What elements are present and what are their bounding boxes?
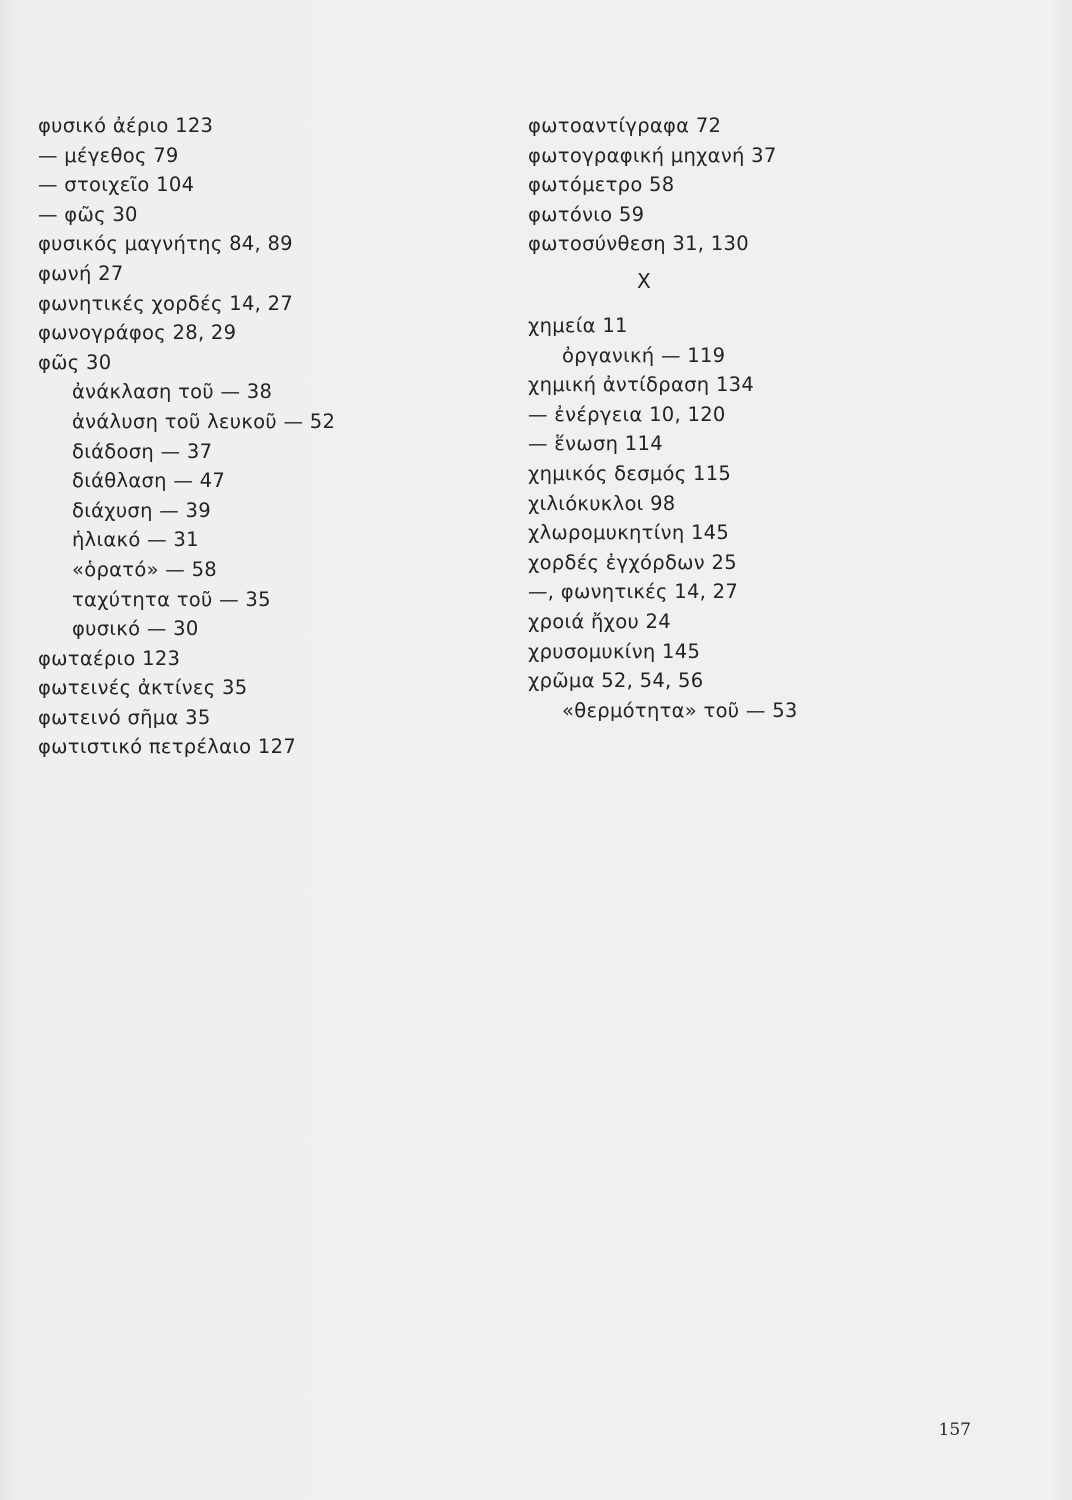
index-subentry: διάθλαση — 47 [72,469,226,493]
index-subentry: ἀνάλυση τοῦ λευκοῦ — 52 [72,409,336,433]
index-entry: φωτόνιο 59 [528,202,645,226]
index-subentry: ἀνάκλαση τοῦ — 38 [72,380,273,404]
index-entry: φῶς 30 [38,350,112,374]
index-entry: — στοιχεῖο 104 [38,173,195,197]
index-subentry: φυσικό — 30 [72,617,199,641]
index-entry: φωνή 27 [38,261,124,285]
index-entry: φωτεινές ἀκτίνες 35 [38,676,248,700]
index-entry: φυσικό ἀέριο 123 [38,114,214,137]
index-entry: χλωρομυκητίνη 145 [528,521,730,545]
index-subentry: ἡλιακό — 31 [72,528,199,552]
index-column-right [528,111,798,725]
index-subentry: «θερμότητα» τοῦ — 53 [562,698,798,722]
index-entry: χημικός δεσμός 115 [528,461,732,485]
index-entry: φυσικός μαγνήτης 84, 89 [38,232,293,256]
index-subentry: ταχύτητα τοῦ — 35 [72,587,271,611]
index-entry: χροιά ἤχου 24 [528,609,671,633]
index-entry: φωταέριο 123 [38,646,181,670]
index-entry: χρῶμα 52, 54, 56 [528,669,704,693]
index-column-left [38,111,335,762]
index-entry: φωτογραφική μηχανή 37 [528,143,777,167]
index-entry: φωνογράφος 28, 29 [38,321,237,345]
index-subentry: ὀργανική — 119 [562,343,726,367]
index-entry: φωτόμετρο 58 [528,173,675,197]
index-entry: —, φωνητικές 14, 27 [528,580,739,604]
index-entry: χρυσομυκίνη 145 [528,639,701,663]
index-entry: φωτοαντίγραφα 72 [528,114,722,137]
index-subentry: διάχυση — 39 [72,498,211,522]
page-number: 157 [938,1420,971,1440]
index-entry: χημική ἀντίδραση 134 [528,373,755,397]
section-letter-heading: Χ [637,268,652,293]
index-entry: χιλιόκυκλοι 98 [528,491,676,515]
index-entry: φωτοσύνθεση 31, 130 [528,232,749,256]
index-entry: χορδές ἐγχόρδων 25 [528,550,737,574]
index-entry: φωνητικές χορδές 14, 27 [38,291,294,315]
index-entry: φωτεινό σῆμα 35 [38,705,211,729]
index-subentry: «ὁρατό» — 58 [72,557,218,581]
index-entry: χημεία 11 [528,313,628,337]
index-entry: — ἐνέργεια 10, 120 [528,402,726,426]
index-entry: — μέγεθος 79 [38,143,179,167]
index-entry: φωτιστικό πετρέλαιο 127 [38,735,297,759]
index-subentry: διάδοση — 37 [72,439,213,463]
index-entry: — φῶς 30 [38,202,138,226]
index-entry: — ἕνωση 114 [528,432,663,456]
